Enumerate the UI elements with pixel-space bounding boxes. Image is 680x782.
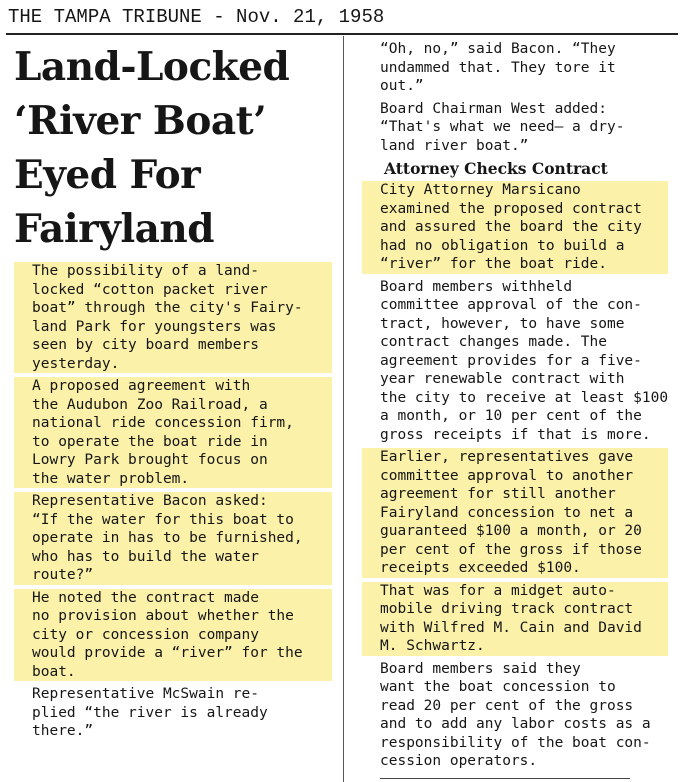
right-column [362,40,668,775]
text-line: out.” [380,78,424,94]
text-line: “If the water for this boat to [14,511,332,530]
text-line: seen by city board members [14,336,332,355]
right-article-body-bottom [362,181,668,771]
text-line: City Attorney Marsicano [362,181,668,200]
text-line: M. Schwartz. [362,637,668,656]
text-line: Representative McSwain re- [32,686,259,702]
text-line: city or concession company [14,626,332,645]
text-line: committee approval of the con- [380,297,642,313]
headline [14,40,332,256]
article-paragraph [14,589,332,682]
text-line: read 20 per cent of the gross [380,697,634,714]
text-line: undammed that. They tore it [380,59,616,76]
headline-line: Land-Locked [14,44,290,90]
text-line: gross receipts if that is more. [380,426,651,443]
text-line: cession operators. [380,753,538,769]
text-line: to operate the boat ride in [14,433,332,452]
text-line: responsibility of the boat con- [380,734,651,751]
text-line: plied “the river is already [32,704,268,721]
text-line: yesterday. [14,355,332,374]
text-line: agreement provides for a five- [380,352,642,369]
text-line: operate in has to be furnished, [14,529,332,548]
article-paragraph [14,377,332,488]
text-line: “river” for the boat ride. [362,255,668,274]
left-column [14,40,332,745]
text-line: agreement for still another [362,485,668,504]
article-paragraph [14,685,332,741]
text-line: mobile driving track contract [362,600,668,619]
article-paragraph [14,492,332,585]
text-line: tract, however, to have some [380,315,625,332]
text-line: Board Chairman West added: [380,100,607,117]
article-paragraph [362,181,668,274]
text-line: who has to build the water [14,548,332,567]
article-paragraph [14,262,332,373]
text-line: boat. [14,663,332,682]
right-article-body-top [362,40,668,155]
top-rule [6,33,678,35]
text-line: per cent of the gross if those [362,541,668,560]
text-line: and assured the board the city [362,218,668,237]
text-line: land river boat.” [380,137,529,154]
bottom-rule [380,778,630,779]
text-line: A proposed agreement with [14,377,332,396]
article-paragraph [362,660,668,771]
text-line: “Oh, no,” said Bacon. “They [380,41,616,57]
text-line: Board members withheld [380,278,573,295]
text-line: a month, or 10 per cent of the [380,408,642,424]
text-line: Representative Bacon asked: [14,492,332,511]
text-line: the water problem. [14,470,332,489]
article-paragraph [362,582,668,656]
subheading: Attorney Checks Contract [384,159,608,178]
text-line: That was for a midget auto- [362,582,668,601]
column-divider [343,36,344,782]
text-line: “That's what we need— a dry- [380,119,625,135]
text-line: receipts exceeded $100. [362,559,668,578]
text-line: national ride concession firm, [14,414,332,433]
text-line: and to add any labor costs as a [380,716,651,732]
left-article-body [14,262,332,741]
headline-line: Fairyland [14,206,215,252]
text-line: guaranteed $100 a month, or 20 [362,522,668,541]
text-line: Board members said they [380,660,581,677]
text-line: examined the proposed contract [362,200,668,219]
text-line: route?” [14,566,332,585]
text-line: contract changes made. The [380,334,607,350]
text-line: Fairyland concession to net a [362,504,668,523]
text-line: the city to receive at least $100 [380,389,669,406]
text-line: with Wilfred M. Cain and David [362,619,668,638]
text-line: The possibility of a land- [14,262,332,281]
text-line: locked “cotton packet river [14,281,332,300]
text-line: the Audubon Zoo Railroad, a [14,396,332,415]
headline-line: Eyed For [14,152,201,198]
masthead: THE TAMPA TRIBUNE - Nov. 21, 1958 [8,6,385,28]
text-line: there.” [32,723,94,739]
text-line: He noted the contract made [14,589,332,608]
text-line: had no obligation to build a [362,237,668,256]
text-line: boat” through the city's Fairy- [14,299,332,318]
article-paragraph [362,278,668,445]
headline-line: ‘River Boat’ [14,98,267,144]
text-line: Earlier, representatives gave [362,448,668,467]
text-line: land Park for youngsters was [14,318,332,337]
text-line: Lowry Park brought focus on [14,451,332,470]
text-line: no provision about whether the [14,607,332,626]
article-paragraph [362,448,668,578]
text-line: year renewable contract with [380,371,625,387]
article-paragraph [362,40,668,96]
text-line: would provide a “river” for the [14,644,332,663]
text-line: want the boat concession to [380,679,616,695]
article-paragraph [362,100,668,156]
text-line: committee approval to another [362,467,668,486]
